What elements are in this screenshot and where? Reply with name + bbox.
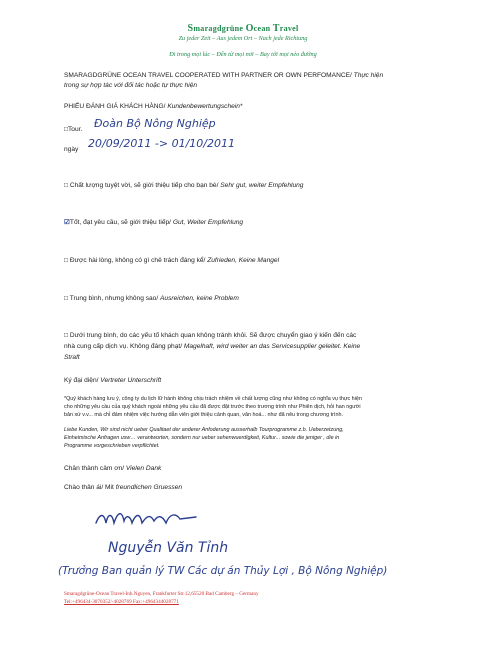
greeting-line: Chào thân ái/ Mit freundlichen Gruessen	[64, 484, 183, 491]
form-title: PHIẾU ĐÁNH GIÁ KHÁCH HÀNG/ Kundenbewertungschein*	[64, 103, 243, 110]
tour-label: □Tour.	[64, 126, 83, 133]
tagline-german: Zu jeder Zeit – Aus jedem Ort – Nach jede Richtung	[178, 35, 308, 42]
option-excellent[interactable]: □ Chất lượng tuyệt vời, sẽ giới thiệu tiếp cho bạn bè/ Sehr gut, weiter Empfehlung	[64, 182, 304, 189]
option-good[interactable]: ☑Tốt, đạt yêu cầu, sẽ giới thiệu tiếp/ Gut, Weiter Empfehlung	[64, 219, 244, 226]
company-logo-text: Smaragdgrüne Ocean Travel	[187, 23, 299, 34]
footer-contact: Tel:+496434-3070352/-4028769 Fax:+4964344028771	[64, 599, 179, 605]
note-de-1: Liebe Kunden, Wir sind nicht ueber Qualitaet der anderer Anfoderung ausserhalb Tourprogramme z.b. Ueberzetzung,	[64, 427, 344, 433]
signer-title-handwritten: (Trưởng Ban quản lý TW Các dự án Thủy Lợi , Bộ Nông Nghiệp)	[58, 565, 388, 577]
option-below-average-line-1[interactable]: □ Dưới trung bình, do các yếu tố khách quan không tránh khỏi. Sẽ được chuyển giao ý kiến đến các	[64, 332, 357, 339]
note-vi-2: cho những yêu cầu của quý khách ngoài những yêu cầu đã được đặt trước theo trương trình như Phiên dịch, hỏi han người	[64, 404, 361, 410]
intro-line-1: SMARAGDGRÜNE OCEAN TRAVEL COOPERATED WITH PARTNER OR OWN PERFOMANCE/ Thực hiện	[64, 72, 384, 79]
tagline-vietnamese: Đi trong mọi lúc – Đến từ mọi nơi – Bay tới mọi nẻo đường	[169, 51, 317, 58]
signature-scribble	[92, 505, 202, 533]
note-de-3: Programme vorgeschrieben verpflichtet.	[64, 443, 160, 449]
checkbox: □	[64, 295, 68, 302]
note-vi-1: *Quý khách hàng lưu ý, công ty du lịch lữ hành không chịu trách nhiệm về chất lượng cũng như không có nghĩa vụ thực hiện	[64, 396, 362, 402]
checkbox: □	[64, 257, 68, 264]
tour-value-handwritten: Đoàn Bộ Nông Nghiệp	[94, 117, 216, 130]
option-below-average-line-2: nhà cung cấp dịch vụ. Không đáng phạt/ Magelhaft, wird weiter an das Servicesupplier geleitet. Keine	[64, 343, 361, 350]
footer-address: Smaragdgrüne-Ocean Travel-Inh.Nguyen, Frankfurter Str.12,65520 Bad Camberg – Germany	[64, 591, 259, 597]
option-below-average-line-3: Straft	[64, 354, 80, 361]
date-label: ngày	[64, 146, 79, 153]
option-satisfied[interactable]: □ Được hài lòng, không có gì chê trách đáng kể/ Zufrieden, Keine Mangel	[64, 257, 280, 264]
checkbox: □	[64, 182, 68, 189]
note-de-2: Einheimische Anfragen usw… verantworten, sondern nur ueber sehenwuerdigkeit, Kultur... sowie die jeniger , die in	[64, 435, 340, 441]
thanks-line: Chân thành cảm ơn/ Vielen Dank	[64, 465, 162, 472]
representative-label: Ký đại diện/ Vertreter Unterschrift	[64, 377, 162, 384]
date-value-handwritten: 20/09/2011 -> 01/10/2011	[88, 137, 235, 150]
checkbox-checked: ☑	[64, 219, 70, 226]
note-vi-3: bản xứ v.v... mà chỉ đảm nhiệm việc hướng dẫn viên giới thiệu cảnh quan, văn hoá... như đã nêu trong chương trình.	[64, 412, 343, 418]
signer-name-handwritten: Nguyễn Văn Tỉnh	[108, 540, 229, 556]
intro-line-2: trong sự hợp tác với đối tác hoặc tự thực hiện	[64, 82, 198, 89]
option-average[interactable]: □ Trung bình, nhưng không sao/ Ausreichen, keine Problem	[64, 295, 239, 302]
